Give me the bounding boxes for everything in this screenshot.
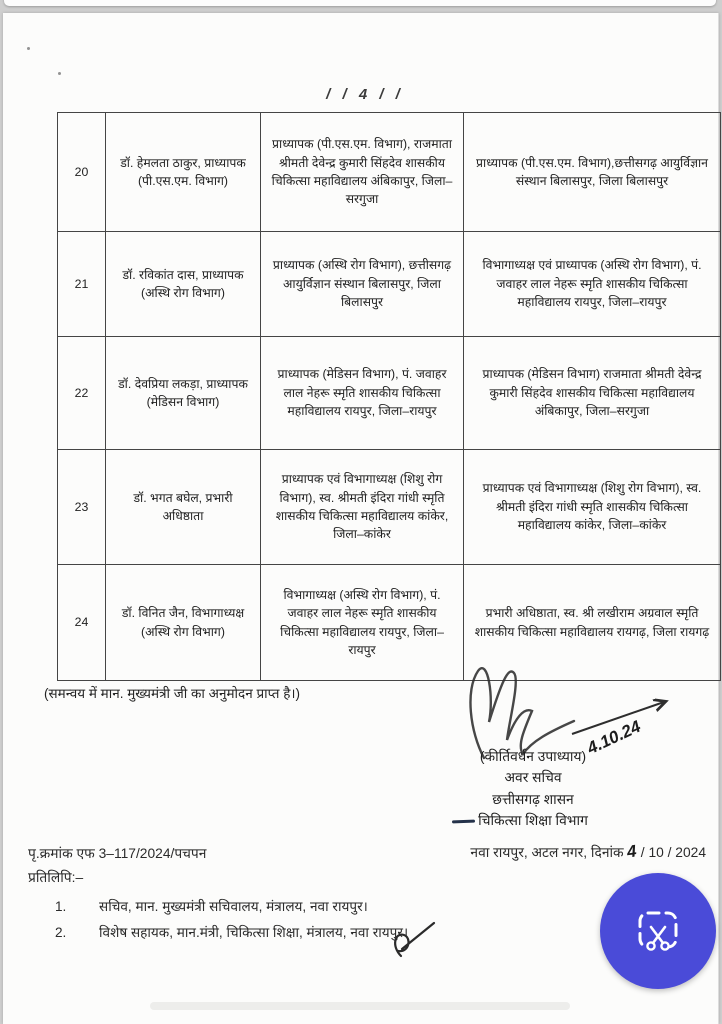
new-posting: प्रभारी अधिष्ठाता, स्व. श्री लखीराम अग्रवाल स्मृति शासकीय चिकित्सा महाविद्यालय रायगढ़, जिला रायगढ़ (464, 565, 721, 681)
officer-name: डॉ. विनित जैन, विभागाध्यक्ष (अस्थि रोग विभाग) (106, 565, 261, 681)
svg-text:4.10.24: 4.10.24 (584, 716, 644, 758)
new-posting: प्राध्यापक (पी.एस.एम. विभाग),छत्तीसगढ़ आयुर्विज्ञान संस्थान बिलासपुर, जिला बिलासपुर (464, 113, 721, 232)
signatory-name: (कीर्तिवर्धन उपाध्याय) (479, 749, 587, 764)
table-row (58, 232, 721, 337)
approval-note: (समन्वय में मान. मुख्यमंत्री जी का अनुमोदन प्राप्त है।) (44, 686, 301, 701)
serial-number: 22 (58, 337, 106, 450)
page-number: / / 4 / / (326, 86, 404, 103)
current-posting: प्राध्यापक (अस्थि रोग विभाग), छत्तीसगढ़ आयुर्विज्ञान संस्थान बिलासपुर, जिला बिलासपुर (261, 232, 464, 337)
new-posting: प्राध्यापक (मेडिसन विभाग) राजमाता श्रीमती देवेन्द्र कुमारी सिंहदेव शासकीय चिकित्सा महाविद्यालय अंबिकापुर, जिला–सरगुजा (464, 337, 721, 450)
scan-smudge (150, 1002, 570, 1010)
serial-number: 24 (58, 565, 106, 681)
signatory-department: चिकित्सा शिक्षा विभाग (478, 813, 588, 829)
current-posting: प्राध्यापक एवं विभागाध्यक्ष (शिशु रोग विभाग), स्व. श्रीमती इंदिरा गांधी स्मृति शासकीय चिकित्सा महाविद्यालय कांकेर, जिला–कांकेर (261, 450, 464, 565)
postings-table (57, 112, 721, 681)
serial-number: 20 (58, 113, 106, 232)
table-row (58, 450, 721, 565)
table-row (58, 565, 721, 681)
current-posting: प्राध्यापक (मेडिसन विभाग), पं. जवाहर लाल नेहरू स्मृति शासकीय चिकित्सा महाविद्यालय रायपुर, जिला–रायपुर (261, 337, 464, 450)
place-date-prefix: नवा रायपुर, अटल नगर, दिनांक (470, 845, 628, 860)
signatory-designation: अवर सचिव (504, 770, 562, 786)
table-row (58, 337, 721, 450)
scan-speck (27, 47, 30, 50)
copy-text: सचिव, मान. मुख्यमंत्री सचिवालय, मंत्रालय, नवा रायपुर। (99, 899, 368, 914)
signatory-government: छत्तीसगढ़ शासन (492, 791, 574, 807)
copy-item-1 (55, 896, 368, 915)
new-posting: विभागाध्यक्ष एवं प्राध्यापक (अस्थि रोग विभाग), पं. जवाहर लाल नेहरू स्मृति शासकीय चिकित्सा महाविद्यालय रायपुर, जिला–रायपुर (464, 232, 721, 337)
screenshot-crop-button[interactable] (600, 873, 716, 989)
copy-item-2 (55, 922, 408, 941)
place-date-line (470, 842, 706, 862)
date-suffix: / 10 / 2024 (636, 845, 706, 860)
serial-number: 23 (58, 450, 106, 565)
officer-name: डॉ. रविकांत दास, प्राध्यापक (अस्थि रोग विभाग) (106, 232, 261, 337)
copy-text: विशेष सहायक, मान.मंत्री, चिकित्सा शिक्षा, मंत्रालय, नवा रायपुर। (99, 925, 409, 940)
serial-number: 21 (58, 232, 106, 337)
officer-name: डॉ. भगत बघेल, प्रभारी अधिष्ठाता (106, 450, 261, 565)
copy-index: 1. (55, 899, 67, 914)
current-posting: विभागाध्यक्ष (अस्थि रोग विभाग), पं. जवाहर लाल नेहरू स्मृति शासकीय चिकित्सा महाविद्यालय रायपुर, जिला–रायपुर (261, 565, 464, 681)
table-row (58, 113, 721, 232)
previous-page-edge (4, 0, 716, 6)
officer-name: डॉ. हेमलता ठाकुर, प्राध्यापक (पी.एस.एम. विभाग) (106, 113, 261, 232)
signatory-block (438, 746, 628, 832)
copies-label: प्रतिलिपि:– (28, 870, 84, 885)
officer-name: डॉ. देवप्रिया लकड़ा, प्राध्यापक (मेडिसन विभाग) (106, 337, 261, 450)
current-posting: प्राध्यापक (पी.एस.एम. विभाग), राजमाता श्रीमती देवेन्द्र कुमारी सिंहदेव शासकीय चिकित्सा महाविद्यालय अंबिकापुर, जिला–सरगुजा (261, 113, 464, 232)
reference-number: पृ.क्रमांक एफ 3–117/2024/पचपन (28, 846, 207, 861)
scan-speck (58, 72, 61, 75)
handwritten-initial-mark (382, 912, 442, 970)
copy-index: 2. (55, 925, 67, 940)
handwritten-day: 4 (626, 841, 639, 862)
screenshot-crop-scissors-icon (632, 905, 684, 957)
new-posting: प्राध्यापक एवं विभागाध्यक्ष (शिशु रोग विभाग), स्व. श्रीमती इंदिरा गांधी स्मृति शासकीय चिकित्सा महाविद्यालय कांकेर, जिला–कांकेर (464, 450, 721, 565)
